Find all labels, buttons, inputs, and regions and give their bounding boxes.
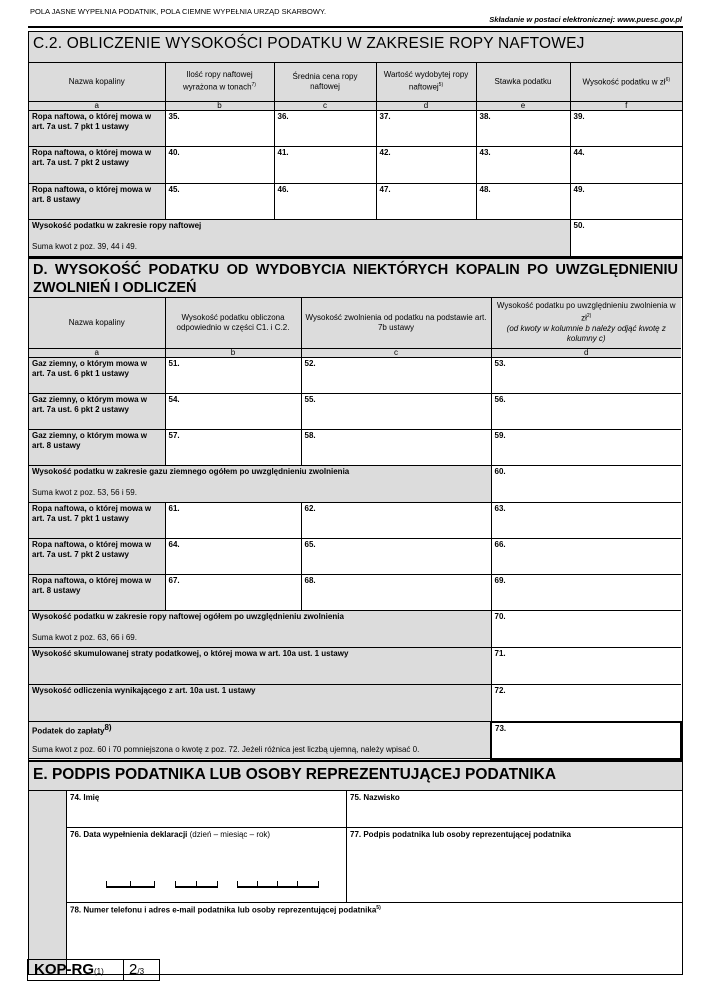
electronic-submission-note: Składanie w postaci elektronicznej: www.puesc.gov.pl: [489, 15, 682, 24]
field-35[interactable]: 35.: [165, 110, 274, 146]
c2-col-c-header: Średnia cena ropy naftowej: [274, 63, 376, 101]
section-d-title: D. WYSOKOŚĆ PODATKU OD WYDOBYCIA NIEKTÓRYCH KOPALIN PO UWZGLĘDNIENIU ZWOLNIEŃ I ODLICZEŃ: [29, 257, 682, 298]
d-row-label: Ropa naftowa, o której mowa w art. 7a ust. 7 pkt 2 ustawy: [29, 539, 165, 575]
tax-form: [28, 31, 683, 975]
field-67[interactable]: 67.: [165, 575, 301, 611]
field-65[interactable]: 65.: [301, 539, 491, 575]
c2-col-b-header: Ilość ropy naftowej wyrażona w tonach$^{7)}$: [165, 63, 274, 101]
field-74-first-name[interactable]: 74. Imię: [67, 791, 347, 828]
field-78-contact[interactable]: 78. Numer telefonu i adres e-mail podatnika lub osoby reprezentującej podatnika$^{5)}$: [70, 904, 381, 915]
field-69[interactable]: 69.: [491, 575, 681, 611]
d-deduction-label: Wysokość odliczenia wynikającego z art. 10a ust. 1 ustawy: [29, 685, 491, 722]
c2-letter-c: c: [274, 101, 376, 110]
field-47[interactable]: 47.: [376, 183, 476, 219]
d-col-d-header: Wysokość podatku po uwzględnieniu zwolnienia w $zł^{2)}$ (od kwoty w kolumnie b należy odjąć kwotę z kolumny c): [491, 298, 681, 349]
field-62[interactable]: 62.: [301, 503, 491, 539]
field-36[interactable]: 36.: [274, 110, 376, 146]
header-divider: [28, 26, 683, 28]
c2-col-a-header: Nazwa kopaliny: [29, 63, 165, 101]
field-43[interactable]: 43.: [476, 146, 570, 183]
signature-grid: [66, 791, 682, 974]
d-oil-total-label: Wysokość podatku w zakresie ropy naftowej ogółem po uwzględnieniu zwolnienia Suma kwot z poz. 63, 66 i 69.: [29, 611, 491, 648]
section-c2-table: [29, 63, 682, 257]
field-75-last-name[interactable]: 75. Nazwisko: [347, 791, 682, 828]
date-day-boxes: [106, 882, 155, 888]
c2-col-e-header: Stawka podatku: [476, 63, 570, 101]
c2-total-label: Wysokość podatku w zakresie ropy naftowej Suma kwot z poz. 39, 44 i 49.: [29, 219, 570, 256]
field-71[interactable]: 71.: [491, 648, 681, 685]
d-col-b-header: Wysokość podatku obliczona odpowiednio w części C1. i C.2.: [165, 298, 301, 349]
field-53[interactable]: 53.: [491, 358, 681, 394]
c2-col-f-header: Wysokość podatku w $zł^{6)}$: [570, 63, 682, 101]
form-code: KOP-RG(1): [28, 960, 124, 980]
d-letter-d: d: [491, 349, 681, 358]
field-72[interactable]: 72.: [491, 685, 681, 722]
field-68[interactable]: 68.: [301, 575, 491, 611]
field-64[interactable]: 64.: [165, 539, 301, 575]
field-42[interactable]: 42.: [376, 146, 476, 183]
d-row-label: Ropa naftowa, o której mowa w art. 7a ust. 7 pkt 1 ustawy: [29, 503, 165, 539]
d-row-label: Gaz ziemny, o którym mowa w art. 7a ust. 6 pkt 2 ustawy: [29, 394, 165, 430]
field-73[interactable]: 73.: [491, 722, 681, 759]
c2-row-label: Ropa naftowa, o której mowa w art. 8 ustawy: [29, 183, 165, 219]
field-56[interactable]: 56.: [491, 394, 681, 430]
c2-letter-b: b: [165, 101, 274, 110]
field-50[interactable]: 50.: [570, 219, 682, 256]
d-letter-a: a: [29, 349, 165, 358]
field-51[interactable]: 51.: [165, 358, 301, 394]
field-58[interactable]: 58.: [301, 430, 491, 466]
d-loss-label: Wysokość skumulowanej straty podatkowej, o której mowa w art. 10a ust. 1 ustawy: [29, 648, 491, 685]
d-row-label: Gaz ziemny, o którym mowa w art. 7a ust. 6 pkt 1 ustawy: [29, 358, 165, 394]
field-60[interactable]: 60.: [491, 466, 681, 503]
d-gas-total-label: Wysokość podatku w zakresie gazu ziemnego ogółem po uwzględnieniu zwolnienia Suma kwot z poz. 53, 56 i 59.: [29, 466, 491, 503]
field-48[interactable]: 48.: [476, 183, 570, 219]
field-54[interactable]: 54.: [165, 394, 301, 430]
field-59[interactable]: 59.: [491, 430, 681, 466]
field-45[interactable]: 45.: [165, 183, 274, 219]
field-44[interactable]: 44.: [570, 146, 682, 183]
field-55[interactable]: 55.: [301, 394, 491, 430]
c2-letter-d: d: [376, 101, 476, 110]
field-38[interactable]: 38.: [476, 110, 570, 146]
c2-row-label: Ropa naftowa, o której mowa w art. 7a ust. 7 pkt 2 ustawy: [29, 146, 165, 183]
d-row-label: Gaz ziemny, o którym mowa w art. 8 ustawy: [29, 430, 165, 466]
field-76-date[interactable]: 76. Data wypełnienia deklaracji (dzień – miesiąc – rok): [67, 828, 347, 903]
field-63[interactable]: 63.: [491, 503, 681, 539]
d-letter-b: b: [165, 349, 301, 358]
date-year-boxes: [237, 882, 319, 888]
field-37[interactable]: 37.: [376, 110, 476, 146]
section-e-title: E. PODPIS PODATNIKA LUB OSOBY REPREZENTUJĄCEJ PODATNIKA: [29, 760, 682, 791]
c2-letter-e: e: [476, 101, 570, 110]
section-e-body: [29, 791, 682, 974]
field-41[interactable]: 41.: [274, 146, 376, 183]
form-footer: [27, 959, 160, 981]
field-70[interactable]: 70.: [491, 611, 681, 648]
section-c2-title: C.2. OBLICZENIE WYSOKOŚCI PODATKU W ZAKRESIE ROPY NAFTOWEJ: [29, 32, 682, 63]
c2-letter-f: f: [570, 101, 682, 110]
d-col-c-header: Wysokość zwolnienia od podatku na podstawie art. 7b ustawy: [301, 298, 491, 349]
page-number: 2/3: [129, 961, 145, 978]
d-row-label: Ropa naftowa, o której mowa w art. 8 ustawy: [29, 575, 165, 611]
field-46[interactable]: 46.: [274, 183, 376, 219]
d-col-a-header: Nazwa kopaliny: [29, 298, 165, 349]
field-52[interactable]: 52.: [301, 358, 491, 394]
field-57[interactable]: 57.: [165, 430, 301, 466]
field-39[interactable]: 39.: [570, 110, 682, 146]
field-40[interactable]: 40.: [165, 146, 274, 183]
field-49[interactable]: 49.: [570, 183, 682, 219]
section-d-table: [29, 298, 682, 760]
field-77-signature[interactable]: 77. Podpis podatnika lub osoby reprezentującej podatnika: [347, 828, 682, 903]
d-letter-c: c: [301, 349, 491, 358]
c2-col-d-header: Wartość wydobytej ropy naftowej$^{5)}$: [376, 63, 476, 101]
c2-row-label: Ropa naftowa, o której mowa w art. 7a ust. 7 pkt 1 ustawy: [29, 110, 165, 146]
d-payable-label: Podatek do zapłaty$^{8)}$ Suma kwot z poz. 60 i 70 pomniejszona o kwotę z poz. 72. Jeżeli różnica jest liczbą ujemną, należy wpisać 0.: [29, 722, 491, 759]
c2-letter-a: a: [29, 101, 165, 110]
instruction-header: POLA JASNE WYPEŁNIA PODATNIK, POLA CIEMNE WYPEŁNIA URZĄD SKARBOWY.: [30, 7, 327, 16]
date-month-boxes: [175, 882, 218, 888]
field-61[interactable]: 61.: [165, 503, 301, 539]
field-66[interactable]: 66.: [491, 539, 681, 575]
